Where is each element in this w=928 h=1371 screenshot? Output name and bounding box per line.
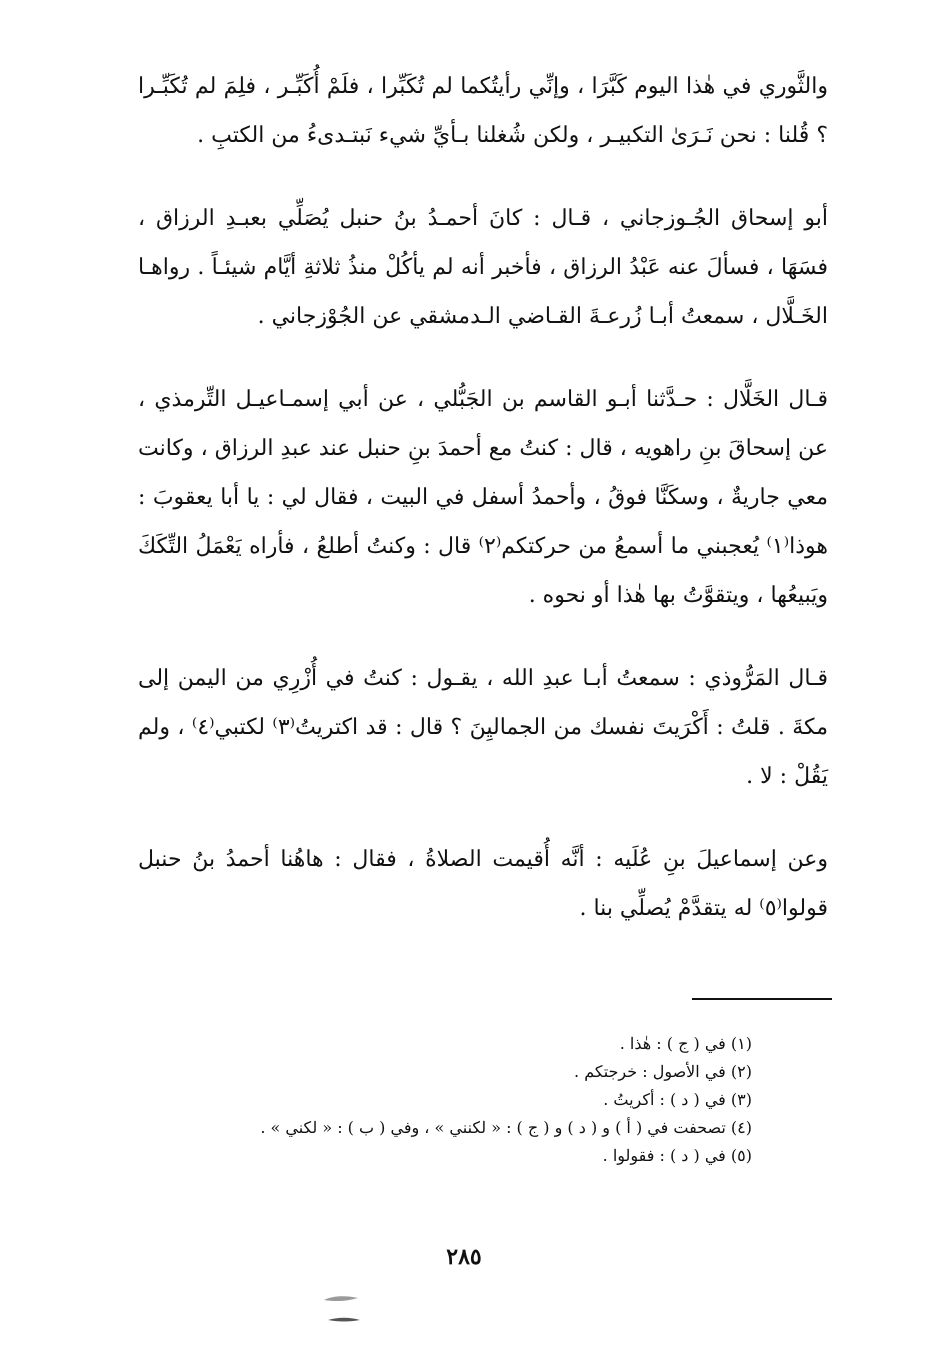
scan-smudge bbox=[318, 1290, 368, 1330]
page-number: ٢٨٥ bbox=[446, 1244, 482, 1270]
footnote-5: (٥) في ( د ) : فقولوا . bbox=[602, 1146, 752, 1165]
footnote-3: (٣) في ( د ) : أكريتُ . bbox=[603, 1090, 752, 1109]
paragraph-5: وعن إسماعيلَ بنِ عُلَيه : أنَّه أُقيمت الصلاةُ ، فقال : هاهُنا أحمدُ بنُ حنبل قولوا⁽٥⁾ له يتقدَّمْ يُصلِّي بنا . bbox=[138, 847, 828, 921]
paragraph-4: قـال المَرُّوذي : سمعتُ أبـا عبدِ الله ، يقـول : كنتُ في أُزْرِي من اليمن إلى مكةَ . قلتُ : أَكْرَيتَ نفسك من الجماليِنَ ؟ قال : قد اكتريتُ⁽٣⁾ لكتبي⁽٤⁾ ، ولم يَقُلْ : لا . bbox=[138, 666, 828, 789]
main-text bbox=[138, 62, 828, 967]
footnote-divider bbox=[692, 998, 832, 1000]
footnote-1: (١) في ( ج ) : هٰذا . bbox=[619, 1034, 752, 1053]
smudge-mark-top bbox=[324, 1296, 358, 1301]
paragraph-2: أبو إسحاق الجُـوزجاني ، قـال : كانَ أحمـدُ بنُ حنبل يُصَلِّي بعبـدِ الرزاق ، فسَهَا ، فسألَ عنه عَبْدُ الرزاق ، فأخبر أنه لم يأكُلْ منذُ ثلاثةِ أيَّام شيئـاً . رواهـا الخَـلَّال ، سمعتُ أبـا زُرعـةَ القـاضي الـدمشقي عن الجُوْزجاني . bbox=[138, 206, 828, 329]
paragraph-3: قـال الخَلَّال : حـدَّثنا أبـو القاسم بن الجَبُّلي ، عن أبي إسمـاعيـل التِّرمذي ، عن إسحاقَ بنِ راهويه ، قال : كنتُ مع أحمدَ بنِ حنبل عند عبدِ الرزاق ، وكانت معي جاريةٌ ، وسكَنَّا فوقُ ، وأحمدُ أسفل في البيت ، فقال لي : يا أبا يعقوبَ : هوذا⁽١⁾ يُعجبني ما أسمعُ من حركتكم⁽٢⁾ قال : وكنتُ أطلعُ ، فأراه يَعْمَلُ التِّكَكَ ويَبيعُها ، ويتقوَّتُ بها هٰذا أو نحوه . bbox=[138, 387, 828, 608]
footnote-4: (٤) تصحفت في ( أ ) و ( د ) و ( ج ) : « لكنني » ، وفي ( ب ) : « لكني » . bbox=[260, 1118, 752, 1137]
smudge-mark-bottom bbox=[328, 1318, 360, 1322]
footnote-2: (٢) في الأصول : خرجتكم . bbox=[574, 1062, 752, 1081]
footnotes bbox=[200, 1030, 752, 1170]
paragraph-1: والثَّوري في هٰذا اليوم كَبَّرَا ، وإنِّي رأيتُكما لم تُكَبِّرا ، فلَمْ أُكَبِّـر ، فلِمَ لم تُكَبِّـرا ؟ قُلنا : نحن نَـرَىٰ التكبيـر ، ولكن شُغلنا بـأيِّ شيء نَبتـدىءُ من الكتبِ . bbox=[138, 74, 828, 148]
